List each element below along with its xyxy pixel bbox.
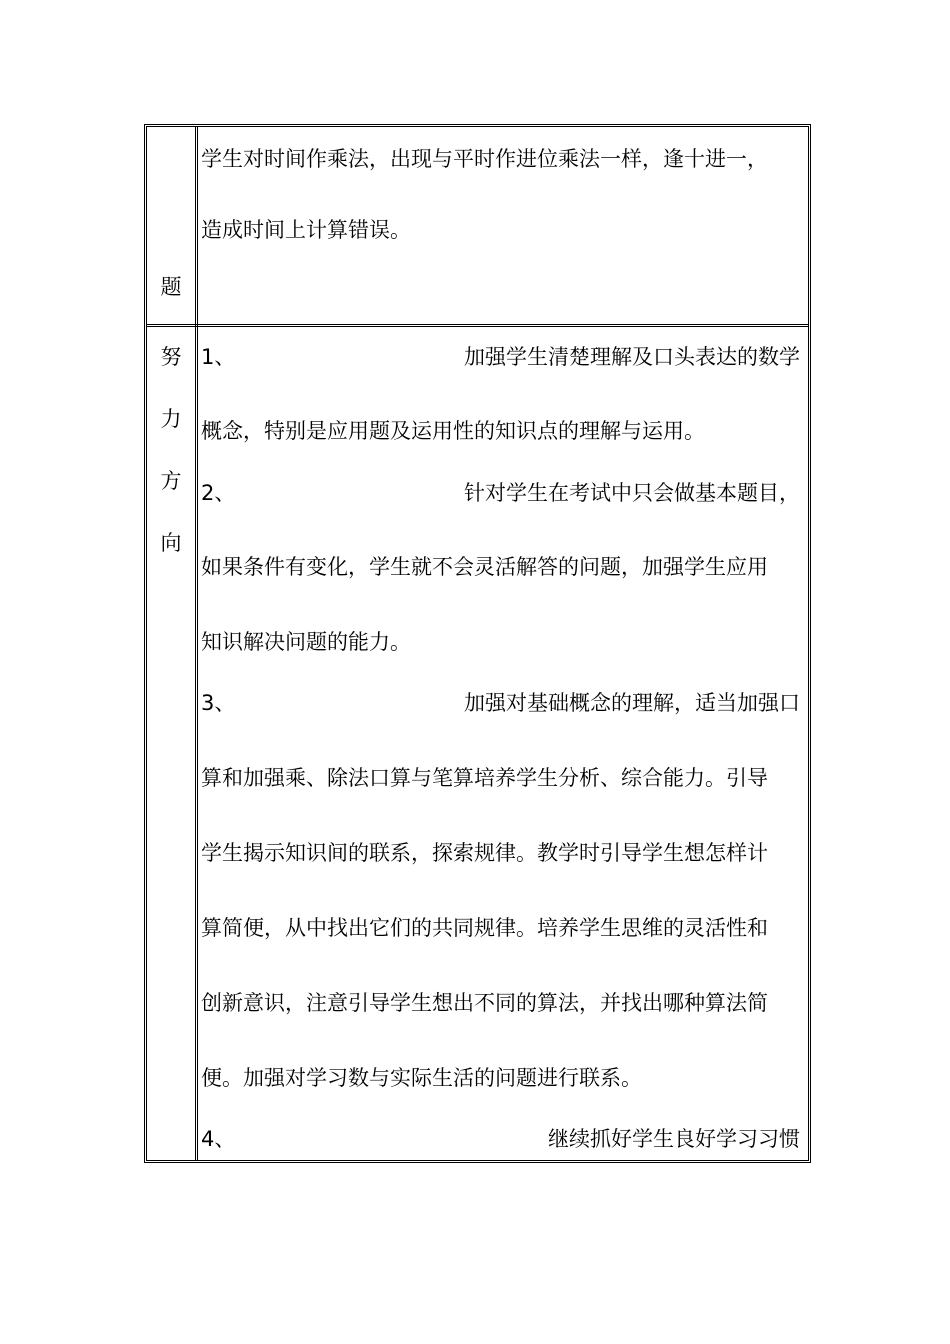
item-first-line: 加强对基础概念的理解，适当加强口: [464, 691, 800, 715]
row-label-char: 方: [160, 469, 182, 493]
item-line: 算和加强乘、除法口算与笔算培养学生分析、综合能力。引导: [201, 766, 768, 790]
summary-table: [144, 124, 811, 1163]
problem-line: 造成时间上计算错误。: [201, 218, 411, 242]
item-number: 2、: [201, 481, 236, 505]
row-label-char: 向: [160, 531, 182, 555]
item-first-line: 继续抓好学生良好学习习惯: [548, 1127, 800, 1151]
row-label-problem: 题: [160, 275, 182, 299]
column-divider: [195, 127, 198, 1160]
problem-line: 学生对时间作乘法，出现与平时作进位乘法一样，逢十进一，: [201, 147, 768, 171]
item-number: 3、: [201, 691, 236, 715]
item-line: 学生揭示知识间的联系，探索规律。教学时引导学生想怎样计: [201, 841, 768, 865]
item-first-line: 针对学生在考试中只会做基本题目，: [464, 481, 800, 505]
row-label-char: 努: [160, 345, 182, 369]
item-number: 1、: [201, 345, 236, 369]
item-line: 创新意识，注意引导学生想出不同的算法，并找出哪种算法简: [201, 991, 768, 1015]
item-line: 算简便，从中找出它们的共同规律。培养学生思维的灵活性和: [201, 916, 768, 940]
row-divider: [147, 324, 808, 327]
item-line: 知识解决问题的能力。: [201, 630, 411, 654]
item-number: 4、: [201, 1127, 236, 1151]
item-line: 便。加强对学习数与实际生活的问题进行联系。: [201, 1066, 642, 1090]
item-line: 概念，特别是应用题及运用性的知识点的理解与运用。: [201, 419, 705, 443]
item-first-line: 加强学生清楚理解及口头表达的数学: [464, 345, 800, 369]
item-line: 如果条件有变化，学生就不会灵活解答的问题，加强学生应用: [201, 555, 768, 579]
row-label-char: 力: [160, 407, 182, 431]
